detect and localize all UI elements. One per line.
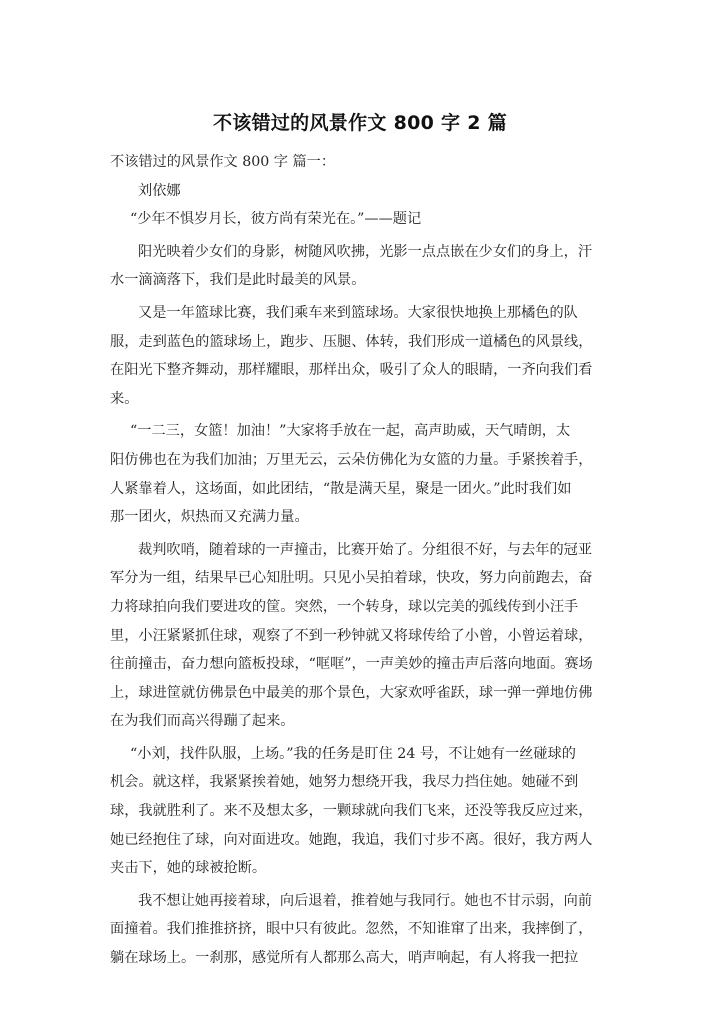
paragraph xyxy=(110,536,610,736)
paragraph-line: 上，球进筐就仿佛景色中最美的那个景色，大家欢呼雀跃，球一弹一弹地仿佛 xyxy=(110,684,593,701)
document-subtitle: 不该错过的风景作文 800 字 篇一： xyxy=(110,154,336,170)
paragraph-line: 她已经抱住了球，向对面进攻。她跑，我追，我们寸步不离。很好，我方两人 xyxy=(110,831,593,848)
paragraph-line: 在阳光下整齐舞动，那样耀眼，那样出众，吸引了众人的眼睛，一齐向我们看 xyxy=(110,362,593,379)
paragraph-line: 阳光映着少女们的身影，树随风吹拂，光影一点点嵌在少女们的身上，汗 xyxy=(138,243,593,260)
paragraph-line: 球，我就胜利了。来不及想太多，一颗球就向我们飞来，还没等我反应过来， xyxy=(110,803,593,820)
paragraph-list xyxy=(110,205,610,972)
paragraph xyxy=(110,238,610,295)
paragraph-line: 人紧靠着人，这场面，如此团结，“散是满天星，聚是一团火。”此时我们如 xyxy=(110,480,572,497)
paragraph-line: 来。 xyxy=(110,390,139,407)
author-name: 刘依娜 xyxy=(138,182,181,199)
paragraph-line: “一二三，女篮！加油！”大家将手放在一起，高声助威，天气晴朗，太 xyxy=(130,423,571,440)
paragraph-line: 躺在球场上。一刹那，感觉所有人都那么高大，哨声响起，有人将我一把拉 xyxy=(110,950,579,967)
paragraph-line: 力将球拍向我们要进攻的筐。突然，一个转身，球以完美的弧线传到小汪手 xyxy=(110,598,579,615)
paragraph-line: 服，走到蓝色的篮球场上，跑步、压腿、体转，我们形成一道橘色的风景线， xyxy=(110,333,593,350)
paragraph-line: 那一团火，炽热而又充满力量。 xyxy=(110,509,309,526)
paragraph xyxy=(110,887,610,973)
paragraph-line: 里，小汪紧紧抓住球，观察了不到一秒钟就又将球传给了小曾，小曾运着球， xyxy=(110,627,593,644)
paragraph-line: 水一滴滴落下，我们是此时最美的风景。 xyxy=(110,272,366,289)
paragraph-line: 往前撞击，奋力想向篮板投球，“哐哐”，一声美妙的撞击声后落向地面。赛场 xyxy=(110,656,593,673)
paragraph-line: 我不想让她再接着球，向后退着，推着她与我同行。她也不甘示弱，向前 xyxy=(138,892,593,909)
document-body xyxy=(110,148,610,973)
paragraph-line: 面撞着。我们推推挤挤，眼中只有彼此。忽然，不知谁窜了出来，我摔倒了， xyxy=(110,921,593,938)
document-title: 不该错过的风景作文 800 字 2 篇 xyxy=(212,112,508,134)
paragraph-line: 又是一年篮球比赛，我们乘车来到篮球场。大家很快地换上那橘色的队 xyxy=(138,304,578,321)
paragraph xyxy=(110,740,610,883)
paragraph-line: 机会。就这样，我紧紧挨着她，她努力想绕开我，我尽力挡住她。她碰不到 xyxy=(110,774,579,791)
paragraph-line: 军分为一组，结果早已心知肚明。只见小吴拍着球，快攻，努力向前跑去，奋 xyxy=(110,570,593,587)
paragraph-line: “少年不惧岁月长，彼方尚有荣光在。”——题记 xyxy=(130,211,422,228)
paragraph-line: 夹击下，她的球被抢断。 xyxy=(110,860,267,877)
paragraph xyxy=(110,205,610,234)
paragraph xyxy=(110,417,610,531)
paragraph-line: 在为我们而高兴得蹦了起来。 xyxy=(110,713,295,730)
paragraph-line: “小刘，找件队服，上场。”我的任务是盯住 24 号，不让她有一丝碰球的 xyxy=(130,745,576,762)
paragraph xyxy=(110,299,610,413)
paragraph-line: 裁判吹哨，随着球的一声撞击，比赛开始了。分组很不好，与去年的冠亚 xyxy=(138,541,593,558)
paragraph-line: 阳仿佛也在为我们加油；万里无云，云朵仿佛化为女篮的力量。手紧挨着手， xyxy=(110,451,593,468)
